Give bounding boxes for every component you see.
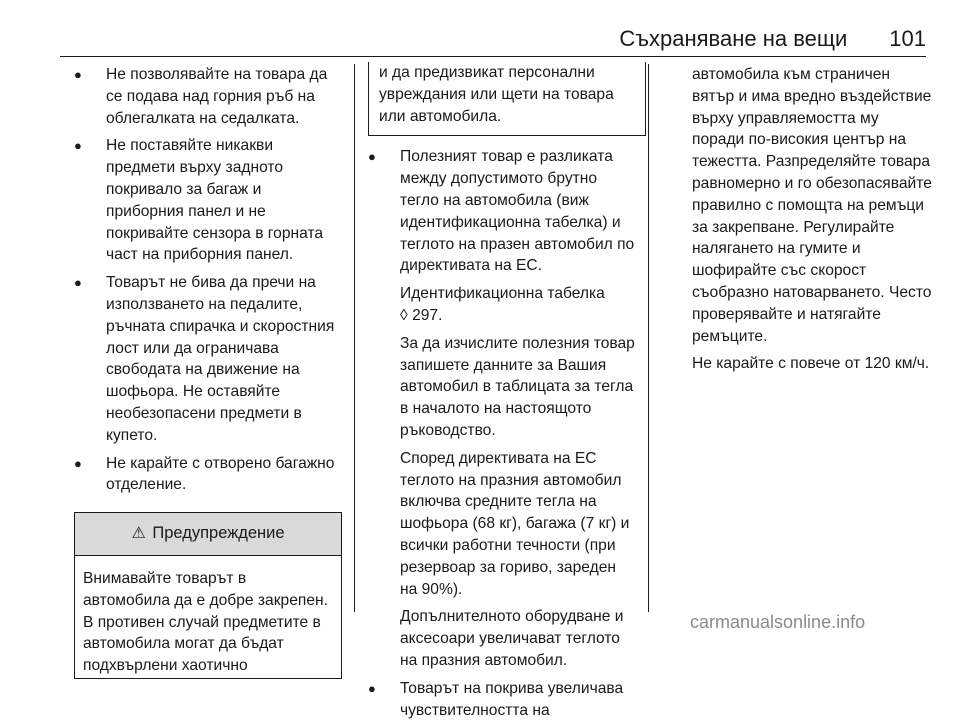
reference-text: Идентификационна табелка [400, 285, 605, 303]
warning-title: Предупреждение [152, 524, 285, 543]
warning-header [75, 513, 341, 556]
reference-paragraph [368, 283, 636, 327]
paragraph: Не карайте с повече от 120 км/ч. [692, 355, 930, 373]
page-number: 101 [889, 26, 926, 51]
page-header [60, 26, 926, 60]
column-1 [74, 64, 342, 679]
page-ref-icon: ◊ [400, 306, 408, 324]
bullet-item: ● Товарът не бива да пречи на използването на педалите, ръчната спирачка и скоростния лост или да ограничава свободата на движение на шофьора. Не оставяйте необезопасени предмети в купето. [74, 272, 342, 446]
column-divider-2 [648, 64, 649, 612]
paragraph: автомобила към страничен вятър и има вредно въздействие върху управляемостта му поради по-високия център на тежестта. Разпределяйте товара равномерно и го обезопасявайте правилно с помощта на ремъци за закрепване. Регулирайте налягането на гумите и шофирайте със скорост съобразно натоварването. Често проверявайте и натягайте ремъците. [692, 66, 932, 345]
warning-text: Внимавайте товарът в автомобила да е добре закрепен. В противен случай предметите в автомобила могат да бъдат подхвърлени хаотично [83, 569, 328, 675]
warning-box [74, 512, 342, 679]
bullet-item: ● Не позволявайте на товара да се подава над горния ръб на облегалката на седалката. [74, 64, 342, 129]
column-2 [368, 64, 636, 727]
column-divider-1 [354, 64, 355, 612]
reference-page-link[interactable]: 297. [412, 306, 443, 324]
paragraph: За да изчислите полезния товар запишете данните за Вашия автомобил в таблицата за тегла в началото на настоящото ръководство. [400, 334, 635, 439]
warning-triangle-icon: ⚠ [131, 525, 146, 543]
warning-box-continued: и да предизвикат персонални увреждания или щети на товара или автомобила. [368, 62, 646, 136]
header-rule [60, 56, 926, 57]
column-3 [692, 64, 932, 375]
page-title: Съхраняване на вещи [619, 26, 848, 51]
watermark: carmanualsonline.info [690, 612, 866, 632]
paragraph: Допълнителното оборудване и аксесоари увеличават теглото на празния автомобил. [400, 608, 624, 669]
bullet-item: ● Не карайте с отворено багажно отделение. [74, 453, 342, 497]
bullet-item: ● Не поставяйте никакви предмети върху задното покривало за багаж и приборния панел и не покривайте сензора в горната част на приборния панел. [74, 135, 342, 266]
paragraph: Според директивата на ЕС теглото на празния автомобил включва средните тегла на шофьора (68 кг), багажа (7 кг) и всички работни течности (при резервоар за гориво, зареден на 90%). [400, 449, 630, 598]
bullet-item: ● Полезният товар е разликата между допустимото брутно тегло на автомобила (виж идентификационна табелка) и теглото на празен автомобил по директивата на ЕС. [368, 146, 636, 277]
bullet-item: ● Товарът на покрива увеличава чувствителността на [368, 678, 636, 722]
